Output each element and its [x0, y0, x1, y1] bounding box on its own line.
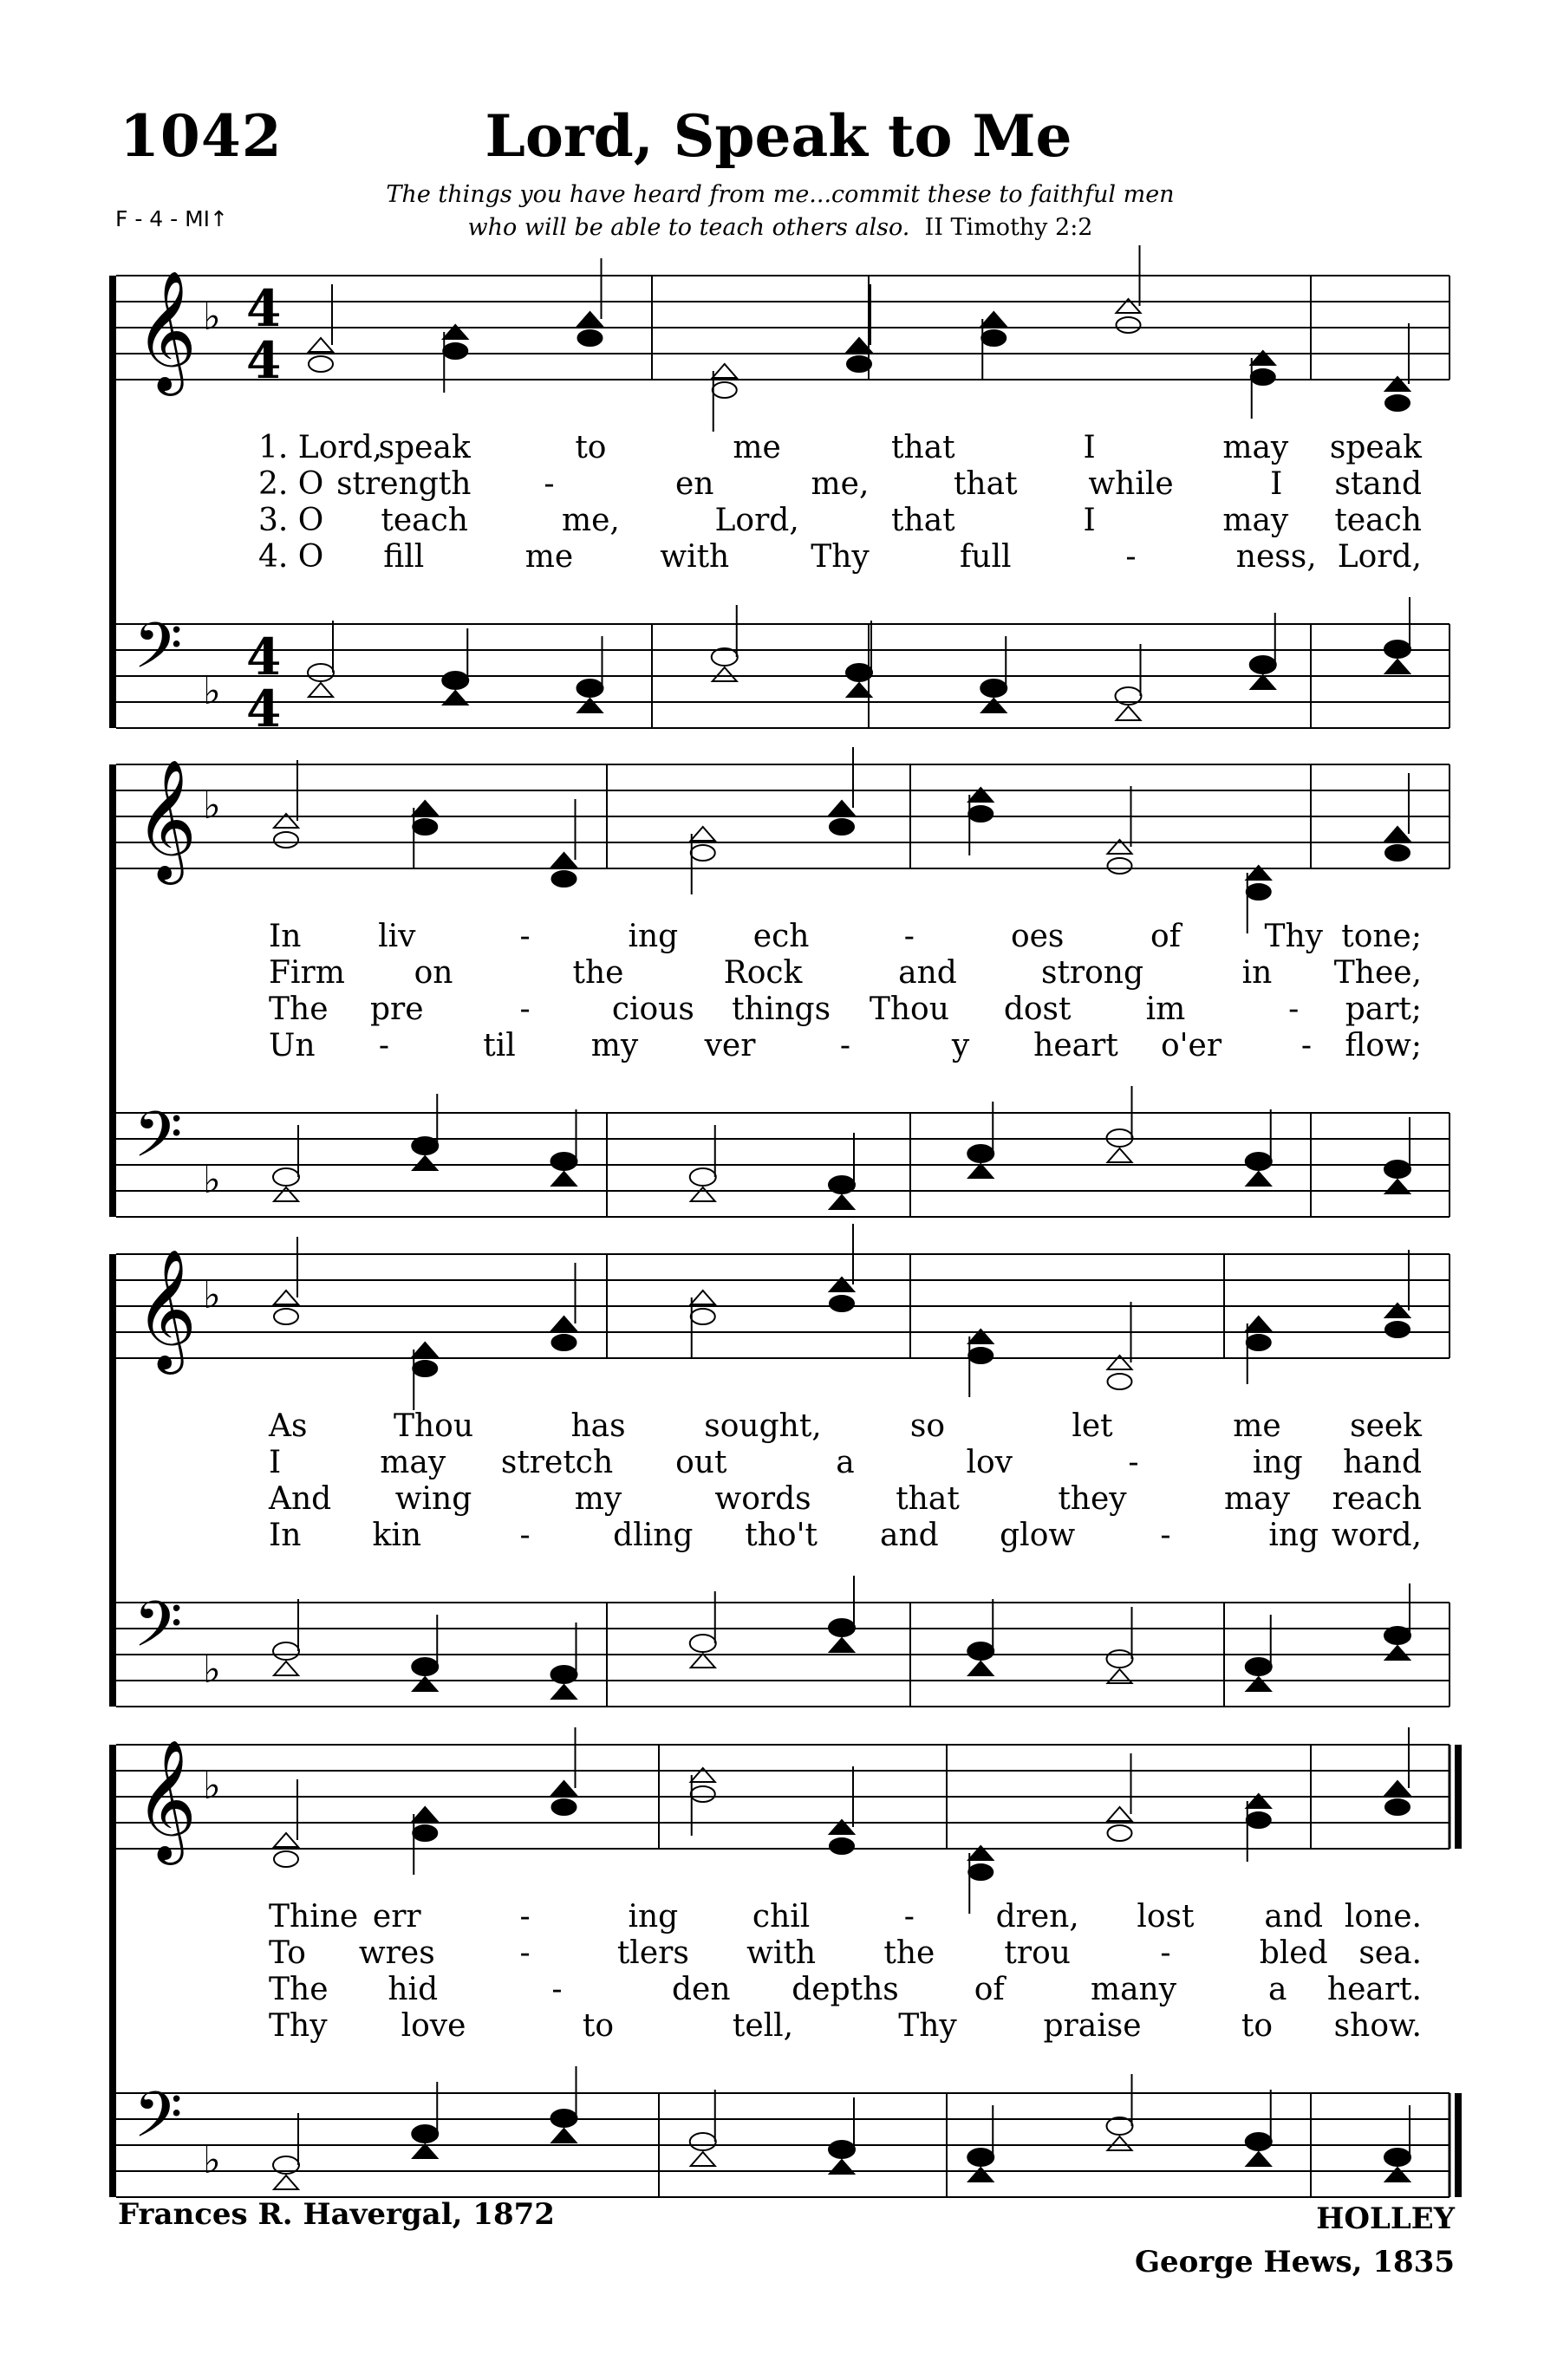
tenor-notehead	[273, 1642, 299, 1660]
tenor-notehead	[551, 1666, 577, 1683]
lyric-syllable: The	[269, 1972, 329, 2007]
lyric-syllable: pre	[369, 992, 424, 1027]
treble-notehead	[552, 1781, 577, 1795]
lyric-syllable: and	[880, 1518, 939, 1553]
lyric-syllable: -	[903, 919, 915, 954]
lyric-syllable: depths	[792, 1972, 899, 2007]
bass-notehead	[1247, 1677, 1271, 1691]
treble-notehead	[552, 853, 577, 867]
alto-notehead	[691, 845, 715, 861]
lyric-syllable: to	[582, 2008, 615, 2044]
tenor-notehead	[412, 1658, 438, 1675]
lyric-syllable: part;	[1345, 992, 1422, 1027]
lyric-syllable: -	[1128, 1445, 1139, 1480]
lyric-syllable: in	[1241, 955, 1273, 991]
lyric-syllable: word,	[1331, 1518, 1422, 1553]
alto-notehead	[1385, 1322, 1410, 1337]
lyric-syllable: I	[1083, 430, 1096, 465]
lyric-syllable: show.	[1333, 2008, 1422, 2044]
bass-notehead	[1385, 1646, 1410, 1660]
bass-notehead	[1247, 2152, 1271, 2166]
lyric-syllable: -	[903, 1899, 915, 1935]
treble-notehead	[578, 312, 603, 326]
alto-notehead	[578, 330, 603, 346]
alto-notehead	[1247, 884, 1271, 900]
lyric-syllable: -	[378, 1028, 390, 1063]
treble-clef: 𝄞	[135, 1739, 197, 1860]
lyric-syllable: speak	[378, 430, 471, 465]
lyric-syllable: 4. O	[258, 539, 324, 575]
lyric-syllable: me,	[811, 466, 870, 502]
tenor-notehead	[829, 1619, 855, 1636]
lyric-syllable: cious	[611, 992, 694, 1027]
lyric-syllable: -	[1300, 1028, 1313, 1063]
lyric-syllable: Thine	[269, 1899, 359, 1935]
hymn-number: 1042	[120, 102, 283, 170]
bass-notehead	[968, 1661, 993, 1675]
lyric-syllable: me	[1233, 1408, 1281, 1444]
lyric-syllable: wing	[394, 1481, 472, 1517]
lyric-syllable: things	[732, 992, 831, 1027]
alto-notehead	[552, 1335, 577, 1350]
time-signature-top: 4	[246, 628, 282, 686]
lyric-syllable: til	[483, 1028, 516, 1063]
tenor-notehead	[1246, 1658, 1272, 1675]
bass-notehead	[830, 1638, 854, 1652]
tenor-notehead	[412, 1137, 438, 1154]
bass-notehead	[830, 2160, 854, 2174]
tenor-notehead	[442, 672, 468, 689]
alto-notehead	[552, 1799, 577, 1815]
lyric-syllable: strong	[1040, 955, 1144, 991]
lyric-syllable: has	[570, 1408, 626, 1444]
epigraph-line-1: The things you have heard from me...commit these to faithful men	[386, 181, 1175, 208]
tenor-notehead	[1384, 641, 1410, 658]
alto-notehead	[413, 1825, 437, 1841]
bass-notehead	[413, 1156, 437, 1170]
key-signature-flat: ♭	[203, 1648, 221, 1692]
lyric-syllable: In	[269, 919, 302, 954]
tenor-notehead	[1246, 1153, 1272, 1170]
lyric-syllable: my	[574, 1481, 622, 1517]
tenor-notehead	[967, 2149, 993, 2166]
treble-notehead	[713, 364, 737, 378]
tenor-notehead	[829, 2141, 855, 2158]
lyric-syllable: that	[953, 466, 1018, 502]
bass-notehead	[691, 2152, 715, 2166]
bass-notehead	[309, 683, 333, 697]
lyric-syllable: the	[572, 955, 624, 991]
lyric-syllable: ness,	[1235, 539, 1317, 575]
lyric-syllable: Thou	[869, 992, 949, 1027]
key-signature-flat: ♭	[203, 1158, 221, 1202]
lyric-syllable: ver	[704, 1028, 756, 1063]
bass-notehead	[830, 1195, 854, 1209]
tenor-notehead	[577, 680, 603, 697]
tenor-notehead	[551, 1153, 577, 1170]
alto-notehead	[1108, 1374, 1132, 1389]
key-signature-flat: ♭	[203, 1764, 221, 1808]
bass-notehead	[578, 699, 603, 712]
alto-notehead	[847, 356, 871, 372]
lyric-syllable: ing	[1252, 1445, 1303, 1480]
lyric-syllable: to	[575, 430, 607, 465]
tenor-notehead	[308, 664, 334, 681]
lyric-syllable: to	[1241, 2008, 1274, 2044]
lyric-syllable: speak	[1329, 430, 1422, 465]
tenor-notehead	[980, 680, 1007, 697]
lyric-syllable: tlers	[616, 1935, 689, 1971]
treble-notehead	[274, 1291, 298, 1304]
lyric-syllable: -	[1160, 1935, 1171, 1971]
lyric-syllable: and	[898, 955, 957, 991]
lyric-syllable: may	[380, 1445, 446, 1480]
tenor-notehead	[846, 664, 872, 681]
lyric-syllable: flow;	[1345, 1028, 1422, 1063]
lyric-syllable: Thy	[898, 2008, 957, 2044]
key-signature-flat: ♭	[203, 295, 221, 339]
scripture-reference: II Timothy 2:2	[924, 214, 1093, 241]
bass-notehead	[1385, 1180, 1410, 1193]
lyric-syllable: a	[1268, 1972, 1287, 2007]
bass-notehead	[274, 1187, 298, 1201]
alto-notehead	[443, 343, 467, 359]
lyric-syllable: -	[519, 1518, 531, 1553]
bass-notehead	[1108, 2136, 1132, 2150]
lyric-syllable: bled	[1259, 1935, 1328, 1971]
bass-notehead	[1117, 706, 1141, 720]
bass-notehead	[552, 1685, 577, 1699]
treble-notehead	[413, 801, 437, 815]
bass-clef: 𝄢	[134, 1587, 183, 1676]
lyric-syllable: im	[1145, 992, 1186, 1027]
alto-notehead	[274, 1309, 298, 1324]
lyric-syllable: heart	[1033, 1028, 1118, 1063]
treble-notehead	[691, 827, 715, 841]
tenor-notehead	[273, 1168, 299, 1186]
lyric-syllable: 2. O	[258, 466, 324, 502]
lyric-syllable: -	[1125, 539, 1137, 575]
alto-notehead	[981, 330, 1006, 346]
lyric-syllable: As	[269, 1408, 308, 1444]
treble-notehead	[309, 338, 333, 352]
lyric-syllable: they	[1058, 1481, 1127, 1517]
bass-notehead	[443, 691, 467, 705]
key-signature-flat: ♭	[203, 2138, 221, 2182]
alto-notehead	[309, 356, 333, 372]
treble-notehead	[1385, 1781, 1410, 1795]
lyric-syllable: To	[269, 1935, 306, 1971]
composer-credit: George Hews, 1835	[1135, 2245, 1455, 2279]
tenor-notehead	[1384, 2149, 1410, 2166]
bass-notehead	[968, 2168, 993, 2182]
tenor-notehead	[967, 1642, 993, 1660]
alto-notehead	[1247, 1812, 1271, 1828]
tenor-notehead	[1250, 656, 1276, 673]
tenor-notehead	[412, 2125, 438, 2143]
bass-notehead	[413, 1677, 437, 1691]
lyric-syllable: ing	[1268, 1518, 1319, 1553]
key-signature-flat: ♭	[203, 1273, 221, 1317]
lyric-syllable: y	[951, 1028, 970, 1063]
tenor-notehead	[1384, 1161, 1410, 1178]
lyric-syllable: -	[1160, 1518, 1171, 1553]
bass-notehead	[1385, 660, 1410, 673]
alto-notehead	[274, 1851, 298, 1867]
bass-notehead	[968, 1164, 993, 1178]
treble-clef: 𝄞	[135, 759, 197, 880]
lyric-syllable: And	[269, 1481, 332, 1517]
alto-notehead	[552, 871, 577, 887]
lyric-syllable: o'er	[1160, 1028, 1222, 1063]
lyric-syllable: Rock	[723, 955, 803, 991]
bass-notehead	[274, 1661, 298, 1675]
tenor-notehead	[1384, 1627, 1410, 1644]
alto-notehead	[1117, 317, 1141, 333]
lyric-syllable: tone;	[1341, 919, 1422, 954]
tenor-notehead	[829, 1176, 855, 1193]
lyric-syllable: I	[269, 1445, 282, 1480]
alto-notehead	[691, 1309, 715, 1324]
tune-name: HOLLEY	[1316, 2201, 1455, 2236]
lyric-syllable: sought,	[704, 1408, 822, 1444]
lyric-syllable: heart.	[1326, 1972, 1422, 2007]
lyric-syllable: -	[544, 466, 555, 502]
lyric-syllable: with	[746, 1935, 817, 1971]
lyric-syllable: 1. Lord,	[258, 430, 383, 465]
lyric-syllable: dren,	[995, 1899, 1079, 1935]
treble-notehead	[274, 1833, 298, 1847]
bass-notehead	[981, 699, 1006, 712]
lyric-syllable: Thy	[1264, 919, 1323, 954]
lyric-syllable: many	[1090, 1972, 1177, 2007]
alto-notehead	[830, 1296, 854, 1311]
lyric-syllable: with	[660, 539, 730, 575]
alto-notehead	[968, 1864, 993, 1880]
bass-notehead	[413, 2144, 437, 2158]
treble-notehead	[691, 1291, 715, 1304]
alto-notehead	[713, 382, 737, 398]
lyric-syllable: -	[839, 1028, 851, 1063]
tenor-notehead	[551, 2110, 577, 2127]
lyric-syllable: Lord,	[714, 503, 799, 538]
lyric-syllable: fill	[383, 539, 425, 575]
lyric-syllable: strength	[336, 466, 472, 502]
treble-clef: 𝄞	[135, 1249, 197, 1369]
bass-clef: 𝄢	[134, 2078, 183, 2167]
lyric-syllable: -	[1288, 992, 1300, 1027]
alto-notehead	[1385, 845, 1410, 861]
alto-notehead	[1108, 858, 1132, 874]
lyric-syllable: I	[1270, 466, 1283, 502]
lyric-syllable: I	[1083, 503, 1096, 538]
lyric-syllable: may	[1224, 1481, 1290, 1517]
bass-notehead	[274, 2175, 298, 2189]
lyric-syllable: Un	[269, 1028, 316, 1063]
lyric-syllable: hid	[388, 1972, 439, 2007]
lyric-syllable: The	[269, 992, 329, 1027]
time-signature-bottom: 4	[246, 331, 282, 390]
lyric-syllable: Thee,	[1333, 955, 1422, 991]
lyric-syllable: stand	[1334, 466, 1422, 502]
lyric-syllable: and	[1264, 1899, 1324, 1935]
lyric-syllable: oes	[1010, 919, 1065, 954]
lyric-syllable: teach	[1334, 503, 1422, 538]
bass-notehead	[713, 667, 737, 681]
lyric-syllable: Thou	[393, 1408, 474, 1444]
lyric-syllable: sea.	[1358, 1935, 1422, 1971]
lyric-syllable: Firm	[269, 955, 345, 991]
lyric-syllable: tho't	[745, 1518, 818, 1553]
lyric-syllable: ech	[752, 919, 810, 954]
alto-notehead	[1108, 1825, 1132, 1841]
bass-notehead	[1108, 1148, 1132, 1162]
alto-notehead	[1247, 1335, 1271, 1350]
lyric-syllable: den	[671, 1972, 731, 2007]
lyric-syllable: -	[551, 1972, 563, 2007]
lyric-syllable: lost	[1137, 1899, 1195, 1935]
lyric-syllable: on	[414, 955, 453, 991]
lyric-syllable: 3. O	[258, 503, 324, 538]
lyric-syllable: out	[675, 1445, 727, 1480]
alto-notehead	[413, 819, 437, 835]
tenor-notehead	[690, 1635, 716, 1652]
lyric-syllable: so	[909, 1408, 946, 1444]
lyric-syllable: trou	[1004, 1935, 1071, 1971]
lyric-syllable: the	[883, 1935, 935, 1971]
lyric-syllable: love	[401, 2008, 466, 2044]
lyric-syllable: wres	[358, 1935, 435, 1971]
alto-notehead	[1385, 1799, 1410, 1815]
lyric-syllable: dling	[613, 1518, 694, 1553]
bass-notehead	[847, 683, 871, 697]
music-credits	[1135, 2197, 1455, 2284]
lyric-syllable: Lord,	[1337, 539, 1422, 575]
lyric-syllable: liv	[378, 919, 416, 954]
lyric-syllable: kin	[372, 1518, 422, 1553]
treble-notehead	[847, 338, 871, 352]
time-signature-top: 4	[246, 279, 282, 338]
lyric-syllable: a	[836, 1445, 855, 1480]
hymn-title: Lord, Speak to Me	[485, 102, 1072, 170]
lyric-syllable: en	[675, 466, 714, 502]
tenor-notehead	[1107, 1650, 1133, 1668]
lyric-syllable: my	[590, 1028, 639, 1063]
epigraph-quote: who will be able to teach others also.	[467, 214, 910, 241]
alto-notehead	[968, 1348, 993, 1363]
lyric-syllable: may	[1222, 503, 1289, 538]
bass-notehead	[691, 1187, 715, 1201]
treble-notehead	[413, 1807, 437, 1821]
lyric-syllable: -	[519, 992, 531, 1027]
lyric-syllable: full	[959, 539, 1012, 575]
lyric-syllable: seek	[1350, 1408, 1422, 1444]
tune-code: F - 4 - MI↑	[115, 206, 229, 231]
lyric-syllable: lone.	[1344, 1899, 1422, 1935]
lyric-syllable: ing	[628, 1899, 679, 1935]
alto-notehead	[691, 1786, 715, 1802]
lyric-syllable: while	[1088, 466, 1174, 502]
treble-notehead	[1108, 1807, 1132, 1821]
lyric-syllable: let	[1072, 1408, 1113, 1444]
alto-notehead	[1385, 395, 1410, 411]
lyric-syllable: ing	[628, 919, 679, 954]
alto-notehead	[274, 832, 298, 848]
treble-notehead	[981, 312, 1006, 326]
lyric-syllable: that	[891, 503, 955, 538]
treble-notehead	[413, 1343, 437, 1356]
bass-notehead	[1385, 2168, 1410, 2182]
key-signature-flat: ♭	[203, 784, 221, 828]
lyric-syllable: Thy	[811, 539, 870, 575]
lyric-syllable: words	[714, 1481, 811, 1517]
lyric-syllable: err	[372, 1899, 421, 1935]
lyric-syllable: may	[1222, 430, 1289, 465]
key-signature-flat: ♭	[203, 669, 221, 713]
bass-clef: 𝄢	[134, 1097, 183, 1187]
bass-clef: 𝄢	[134, 608, 183, 698]
treble-notehead	[552, 1317, 577, 1330]
treble-clef: 𝄞	[135, 270, 197, 391]
lyric-syllable: stretch	[500, 1445, 614, 1480]
lyric-syllable: dost	[1003, 992, 1072, 1027]
time-signature-bottom: 4	[246, 680, 282, 738]
lyric-syllable: teach	[381, 503, 469, 538]
tenor-notehead	[690, 2133, 716, 2150]
treble-notehead	[1247, 1317, 1271, 1330]
lyric-syllable: of	[974, 1972, 1005, 2007]
lyric-syllable: me,	[561, 503, 620, 538]
lyric-syllable: -	[519, 1935, 531, 1971]
bass-notehead	[552, 2129, 577, 2143]
lyric-syllable: of	[1150, 919, 1181, 954]
lyric-syllable: chil	[752, 1899, 811, 1935]
lyric-syllable: hand	[1343, 1445, 1422, 1480]
bass-notehead	[1247, 1172, 1271, 1186]
tenor-notehead	[1246, 2133, 1272, 2150]
alto-notehead	[830, 1838, 854, 1854]
alto-notehead	[1251, 369, 1275, 385]
tenor-notehead	[690, 1168, 716, 1186]
lyric-syllable: tell,	[732, 2008, 794, 2044]
bass-notehead	[1251, 675, 1275, 689]
tenor-notehead	[967, 1145, 993, 1162]
treble-notehead	[1385, 827, 1410, 841]
lyric-syllable: me	[733, 430, 781, 465]
lyric-syllable: reach	[1332, 1481, 1422, 1517]
lyric-syllable: lov	[966, 1445, 1013, 1480]
lyric-syllable: -	[519, 1899, 531, 1935]
bass-notehead	[691, 1654, 715, 1668]
alto-notehead	[413, 1361, 437, 1376]
treble-notehead	[830, 801, 854, 815]
lyric-syllable: In	[269, 1518, 302, 1553]
lyric-syllable: me	[524, 539, 574, 575]
lyric-syllable: Thy	[269, 2008, 328, 2044]
alto-notehead	[830, 819, 854, 835]
lyric-syllable: that	[891, 430, 955, 465]
lyric-syllable: glow	[1000, 1518, 1076, 1553]
lyric-syllable: praise	[1043, 2008, 1142, 2044]
lyric-syllable: that	[896, 1481, 960, 1517]
bass-notehead	[552, 1172, 577, 1186]
alto-notehead	[968, 806, 993, 822]
lyric-syllable: -	[519, 919, 531, 954]
lyricist-credit: Frances R. Havergal, 1872	[118, 2197, 555, 2232]
